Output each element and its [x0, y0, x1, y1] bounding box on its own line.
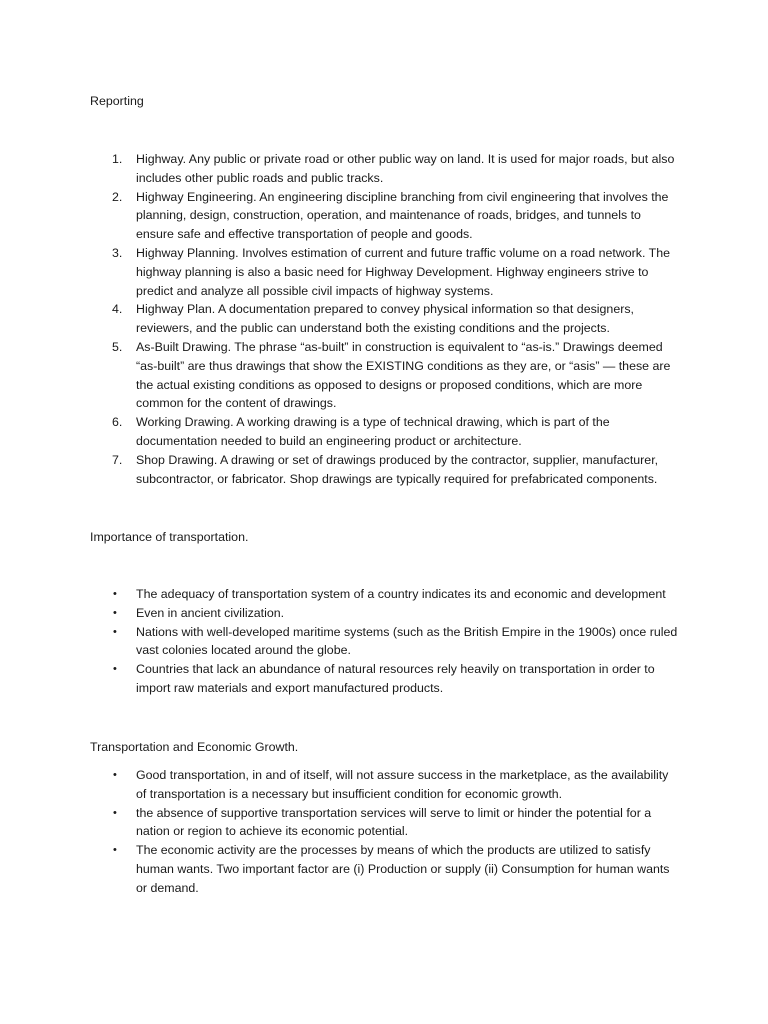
bullet-icon: •	[113, 806, 117, 819]
bullet-icon: •	[113, 588, 117, 600]
section-heading-reporting: Reporting	[90, 94, 144, 108]
list-item-text: Highway Engineering. An engineering discipline branching from civil engineering that involves the planning, design, construction, operation, and maintenance of roads, bridges, and tunnels to ensure safe and effective transportation of people and goods.	[136, 189, 669, 242]
list-item-text: Countries that lack an abundance of natural resources rely heavily on transportation in order to import raw materials and export manufactured products.	[136, 662, 655, 695]
bullet-icon: •	[113, 625, 117, 638]
list-item	[0, 623, 681, 661]
bullet-icon: •	[113, 769, 117, 781]
list-item-text: Shop Drawing. A drawing or set of drawings produced by the contractor, supplier, manufacturer, subcontractor, or fabricator. Shop drawings are typically required for prefabricated components.	[136, 452, 659, 486]
list-item-text: The economic activity are the processes by means of which the products are utilized to satisfy human wants. Two important factor are (i) Production or supply (ii) Consumption for human wants or demand.	[136, 843, 670, 895]
list-item-text: Highway Planning. Involves estimation of current and future traffic volume on a road network. The highway planning is also a basic need for Highway Development. Highway engineers strive to predict and analyze all possible civil impacts of highway systems.	[136, 245, 671, 298]
list-number: 1.	[112, 152, 123, 166]
list-number: 2.	[112, 189, 123, 204]
section-heading-economic-growth: Transportation and Economic Growth.	[90, 740, 299, 754]
list-item	[0, 300, 681, 338]
list-item-text: Good transportation, in and of itself, will not assure success in the marketplace, as the availability of transportation is a necessary but insufficient condition for economic growth.	[136, 768, 669, 801]
list-item-text: the absence of supportive transportation services will serve to limit or hinder the potential for a nation or region to achieve its economic potential.	[136, 805, 652, 839]
list-item-text: The adequacy of transportation system of a country indicates its and economic and development	[136, 587, 666, 601]
bullet-icon: •	[113, 606, 117, 619]
list-item	[0, 604, 681, 623]
importance-bullet-list	[0, 585, 768, 698]
list-item	[0, 244, 681, 300]
list-item	[0, 338, 681, 413]
list-number: 5.	[112, 339, 123, 354]
list-item-text: Nations with well-developed maritime systems (such as the British Empire in the 1900s) once ruled vast colonies located around the globe.	[136, 624, 678, 658]
list-item	[0, 766, 681, 804]
list-item-text: Working Drawing. A working drawing is a type of technical drawing, which is part of the documentation needed to build an engineering product or architecture.	[136, 415, 610, 448]
bullet-icon: •	[113, 663, 117, 676]
list-item	[0, 660, 681, 698]
list-number: 4.	[112, 302, 123, 317]
list-item	[0, 841, 681, 897]
list-number: 3.	[112, 245, 123, 260]
list-item	[0, 150, 681, 188]
reporting-numbered-list	[0, 150, 768, 488]
list-item-text: As-Built Drawing. The phrase “as-built” in construction is equivalent to “as-is.” Drawings deemed “as-built” are thus drawings that show the EXISTING conditions as they are, or “asis” — these are the actual existing conditions as opposed to designs or proposed conditions, which are more common for the content of drawings.	[136, 339, 671, 411]
list-item-text: Highway Plan. A documentation prepared to convey physical information so that designers, reviewers, and the public can understand both the existing conditions and the projects.	[136, 302, 634, 336]
list-item	[0, 804, 681, 842]
section-heading-importance: Importance of transportation.	[90, 530, 249, 544]
growth-bullet-list	[0, 766, 768, 898]
list-item	[0, 585, 681, 604]
bullet-icon: •	[113, 844, 117, 857]
list-number: 7.	[112, 452, 123, 467]
list-item	[0, 413, 681, 451]
list-item-text: Highway. Any public or private road or other public way on land. It is used for major roads, but also includes other public roads and public tracks.	[136, 152, 675, 185]
list-item	[0, 451, 681, 489]
list-item-text: Even in ancient civilization.	[136, 605, 285, 620]
list-item	[0, 188, 681, 244]
list-number: 6.	[112, 415, 123, 430]
